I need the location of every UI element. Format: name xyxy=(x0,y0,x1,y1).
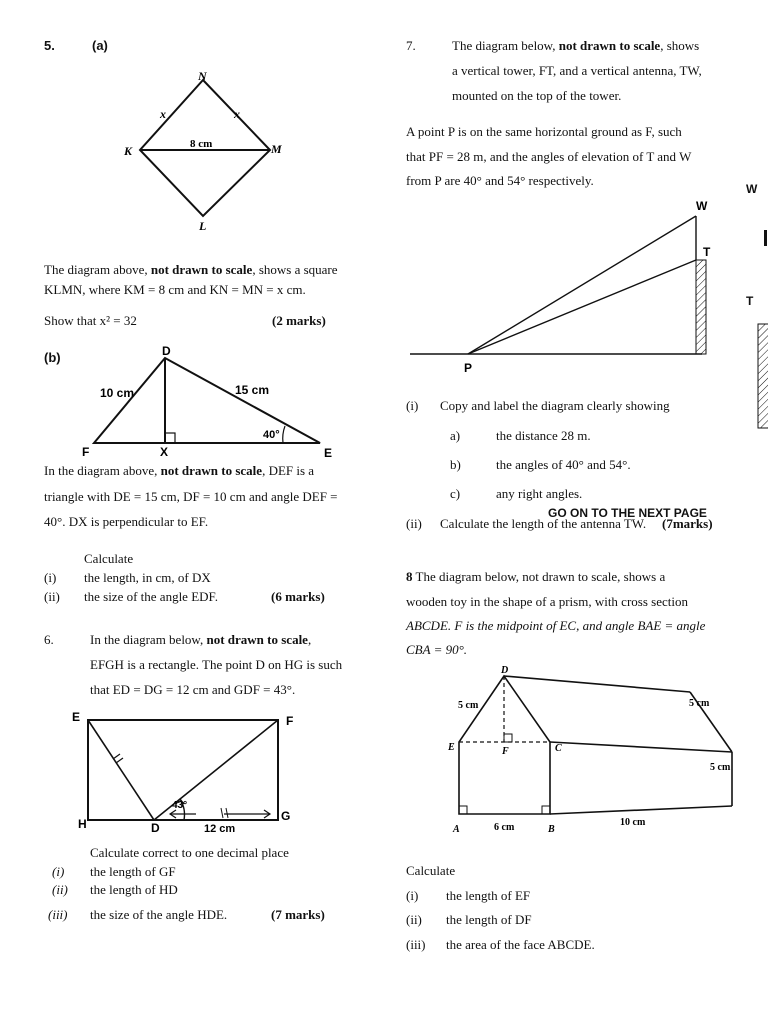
q5a-text-line1: The diagram above, not drawn to scale, shows a square xyxy=(44,262,338,277)
q6-i-number: (i) xyxy=(52,864,65,879)
q5b-i-number: (i) xyxy=(44,570,57,585)
vertex-e: E xyxy=(324,446,333,460)
edge-side-label: 5 cm xyxy=(710,762,731,773)
vertex-e: E xyxy=(72,710,81,724)
tower-antenna-diagram xyxy=(406,196,726,376)
q7-i-number: (i) xyxy=(406,398,419,413)
q5-number: 5. xyxy=(44,38,55,53)
q6-marks: (7 marks) xyxy=(271,907,325,922)
edge-label-t: T xyxy=(746,294,754,308)
q8-text-line2: wooden toy in the shape of a prism, with cross section xyxy=(406,594,688,609)
q7-a-number: a) xyxy=(450,428,461,443)
q5b-text-line1: In the diagram above, not drawn to scale, DEF is a xyxy=(44,463,315,478)
edge-top-label: 5 cm xyxy=(689,698,710,709)
q6-iii-number: (iii) xyxy=(48,907,68,922)
side-dg-label: 12 cm xyxy=(204,823,236,835)
q6-number: 6. xyxy=(44,632,54,647)
vertex-d: D xyxy=(501,665,509,676)
vertex-d: D xyxy=(162,344,171,358)
q7-text-line6: from P are 40° and 54° respectively. xyxy=(406,173,594,188)
q6-i-text: the length of GF xyxy=(90,864,176,879)
q5b-text-line3: 40°. DX is perpendicular to EF. xyxy=(44,514,209,529)
q5a-marks: (2 marks) xyxy=(272,313,326,328)
q5-part-a-label: (a) xyxy=(92,38,108,53)
q6-text-line3: that ED = DG = 12 cm and GDF = 43°. xyxy=(90,682,296,697)
q7-ii-number: (ii) xyxy=(406,516,422,531)
edge-ed-label: 5 cm xyxy=(458,700,479,711)
q8-text-line1: 8 The diagram below, not drawn to scale, shows a xyxy=(406,569,666,584)
q6-iii-text: the size of the angle HDE. xyxy=(90,907,228,922)
go-on-next-page: GO ON TO THE NEXT PAGE xyxy=(548,506,707,520)
q8-ii-number: (ii) xyxy=(406,912,422,927)
q8-text-line4: CBA = 90°. xyxy=(406,642,468,657)
q7-b-number: b) xyxy=(450,457,461,472)
q5a-text-line2: KLMN, where KM = 8 cm and KN = MN = x cm. xyxy=(44,282,306,297)
diagonal-km-label: 8 cm xyxy=(190,138,213,150)
q5b-text-line2: triangle with DE = 15 cm, DF = 10 cm and angle DEF = xyxy=(44,489,338,504)
vertex-m: M xyxy=(271,142,282,156)
q7-text-line3: mounted on the top of the tower. xyxy=(452,88,622,103)
point-p: P xyxy=(464,361,473,375)
q6-calculate: Calculate correct to one decimal place xyxy=(90,845,289,860)
q8-ii-text: the length of DF xyxy=(446,912,532,927)
side-nm-label: x xyxy=(234,107,240,121)
q6-ii-text: the length of HD xyxy=(90,882,178,897)
side-de-label: 15 cm xyxy=(235,383,270,397)
q7-c-text: any right angles. xyxy=(496,486,583,501)
edge-length-label: 10 cm xyxy=(620,817,646,828)
vertex-f: F xyxy=(286,714,294,728)
angle-e-label: 40° xyxy=(263,429,280,441)
q6-text-line1: In the diagram below, not drawn to scale, xyxy=(90,632,312,647)
side-df-label: 10 cm xyxy=(100,386,135,400)
q5b-ii-number: (ii) xyxy=(44,589,60,604)
q7-text-line1: The diagram below, not drawn to scale, shows xyxy=(452,38,700,53)
angle-gdf-label: 43° xyxy=(172,800,188,811)
q6-text-line2: EFGH is a rectangle. The point D on HG is such xyxy=(90,657,343,672)
vertex-c: C xyxy=(555,743,562,754)
vertex-b: B xyxy=(548,824,555,835)
q7-a-text: the distance 28 m. xyxy=(496,428,591,443)
q7-text-line5: that PF = 28 m, and the angles of elevation of T and W xyxy=(406,149,692,164)
edge-label-w: W xyxy=(746,182,758,196)
vertex-f: F xyxy=(82,445,90,459)
q7-number: 7. xyxy=(406,38,416,53)
q8-iii-text: the area of the face ABCDE. xyxy=(446,937,595,952)
vertex-k: K xyxy=(124,144,133,158)
q7-text-line2: a vertical tower, FT, and a vertical antenna, TW, xyxy=(452,63,702,78)
vertex-d: D xyxy=(151,821,160,835)
vertex-a: A xyxy=(453,824,460,835)
q7-c-number: c) xyxy=(450,486,461,501)
q5b-marks: (6 marks) xyxy=(271,589,325,604)
q5a-show-that: Show that x² = 32 xyxy=(44,313,137,328)
q5b-calculate: Calculate xyxy=(84,551,134,566)
vertex-f: F xyxy=(502,746,509,757)
vertex-x: X xyxy=(160,445,169,459)
edge-hatched-tower xyxy=(758,324,768,428)
vertex-e: E xyxy=(448,742,455,753)
q8-i-number: (i) xyxy=(406,888,419,903)
q7-i-text: Copy and label the diagram clearly showing xyxy=(440,398,670,413)
q7-ii-text: Calculate the length of the antenna TW. xyxy=(440,516,647,531)
prism-diagram xyxy=(420,664,760,844)
vertex-h: H xyxy=(78,817,87,831)
edge-ab-label: 6 cm xyxy=(494,822,515,833)
vertex-n: N xyxy=(198,69,207,83)
point-w: W xyxy=(696,199,708,213)
q8-calculate: Calculate xyxy=(406,863,456,878)
point-t: T xyxy=(703,245,711,259)
q7-b-text: the angles of 40° and 54°. xyxy=(496,457,631,472)
vertex-l: L xyxy=(199,219,207,233)
vertex-g: G xyxy=(281,809,291,823)
triangle-def-diagram xyxy=(80,344,340,460)
q8-iii-number: (iii) xyxy=(406,937,426,952)
side-kn-label: x xyxy=(160,107,166,121)
rectangle-efgh-diagram xyxy=(70,708,310,838)
q7-text-line4: A point P is on the same horizontal ground as F, such xyxy=(406,124,682,139)
q8-i-text: the length of EF xyxy=(446,888,531,903)
q5b-ii-text: the size of the angle EDF. xyxy=(84,589,218,604)
edge-antenna-line xyxy=(764,230,767,246)
q5-part-b-label: (b) xyxy=(44,350,61,365)
q6-ii-number: (ii) xyxy=(52,882,68,897)
q5b-i-text: the length, in cm, of DX xyxy=(84,570,211,585)
q7-marks: (7marks) xyxy=(662,516,713,531)
kite-diagram xyxy=(120,68,280,238)
q8-text-line3: ABCDE. F is the midpoint of EC, and angle BAE = angle xyxy=(406,618,706,633)
